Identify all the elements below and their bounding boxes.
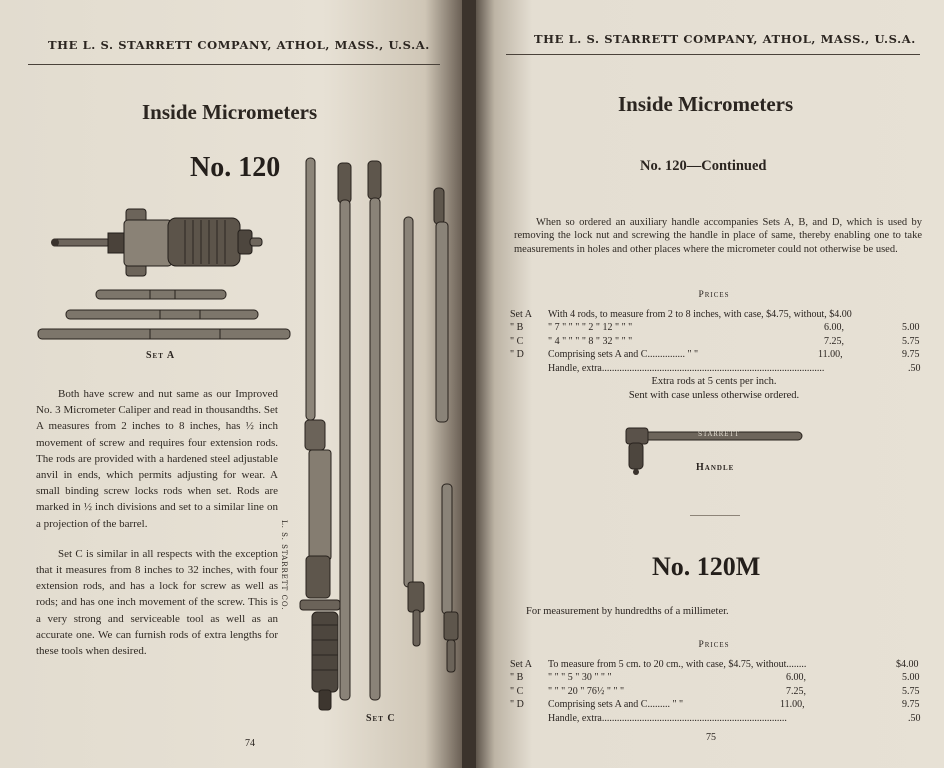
price-with: 11.00, [780,699,805,711]
price-row [510,658,922,671]
book-gutter [462,0,476,768]
description-text [36,386,278,659]
price-desc: " 4 " " " " 8 " 32 " " " [548,335,633,347]
price-row [510,712,922,725]
price-set: " B [510,322,524,334]
price-with: 7.25, [786,685,806,697]
price-desc: " 7 " " " " 2 " 12 " " " [548,322,633,334]
price-row [510,698,922,711]
prices-heading-m: Prices [698,640,730,650]
price-without: 9.75 [902,699,920,711]
price-desc: Comprising sets A and C............... " " [548,349,699,361]
price-set: " D [510,349,524,361]
price-desc: Comprising sets A and C......... " " [548,699,684,711]
price-with: 6.00, [824,322,844,334]
model-number-m: No. 120M [652,552,761,581]
price-without: 5.75 [902,685,920,697]
price-set: " D [510,699,524,711]
paragraph: When so ordered an auxiliary handle accompanies Sets A, B, and D, which is used by removing the lock nut and screwing the handle in place of same, thereby enabling one to take measurements in holes and other places where the micrometer could not otherwise be used. [514,217,922,255]
price-set: Set A [510,309,532,320]
price-desc: Handle, extra.......................................................................... [548,712,787,724]
caption-set-a: Set A [146,350,176,361]
price-without: .50 [908,362,921,374]
price-table-120m [510,658,922,725]
left-page [0,0,462,768]
section-divider [690,515,740,516]
page-title: Inside Micrometers [142,100,318,124]
running-head: THE L. S. STARRETT COMPANY, ATHOL, MASS., U.S.A. [534,32,916,46]
price-with: 7.25, [824,335,844,347]
price-desc: Handle, extra......................................................................................... [548,362,825,374]
prices-heading: Prices [698,290,730,300]
page-title: Inside Micrometers [618,92,794,116]
price-without: 9.75 [902,349,920,361]
m-intro: For measurement by hundredths of a millimeter. [526,606,729,617]
paragraph: Set C is similar in all respects with the exception that it measures from 8 inches to 32 inches, with four extension rods, and has a lock for screw as well as rods; and has one inch movement of the screw. This is a very strong and serviceable tool as well as an accurate one. We can furnish rods of extra lengths for these tools when desired. [36,547,278,658]
price-desc: " " " 20 " 76½ " " " [548,685,625,697]
paragraph: Both have screw and nut same as our Improved No. 3 Micrometer Caliper and read in thousandths. Set A measures from 2 inches to 8 inches, has ½ inch movement of screw and requires four extension rods. The rods are provided with a hardened steel adjustable anvil in ends, which permits adjusting for wear. A small binding screw locks rods when set. Rods are marked in ½ inch divisions and set to a similar line on a projection of the barrel. [36,388,278,530]
extra-rods-note: Extra rods at 5 cents per inch. [651,376,777,387]
price-set: " B [510,672,524,684]
case-note: Sent with case unless otherwise ordered. [628,390,800,401]
page-subtitle: No. 120—Continued [640,158,767,174]
price-without: $4.00 [896,659,919,670]
price-with: 11.00, [818,349,843,361]
caption-set-c: Set C [366,713,396,724]
price-without: 5.00 [902,672,920,684]
price-row [510,685,922,698]
caption-handle: Handle [696,462,735,473]
price-desc: To measure from 5 cm. to 20 cm., with case, $4.75, without........ [548,659,807,670]
price-without: .50 [908,712,921,724]
running-head: THE L. S. STARRETT COMPANY, ATHOL, MASS., U.S.A. [48,38,430,52]
price-set: Set A [510,659,532,670]
handle-brand: STARRETT [698,431,740,438]
price-without: 5.00 [902,322,920,334]
price-set: " C [510,685,524,697]
price-with: 6.00, [786,672,806,684]
price-desc: With 4 rods, to measure from 2 to 8 inches, with case, $4.75, without, $4.00 [548,309,852,320]
page-number: 74 [245,738,255,749]
price-set: " C [510,335,524,347]
page-number: 75 [706,732,716,743]
rod-marking: L. S. STARRETT CO. [280,520,288,611]
price-row [510,671,922,684]
right-page [476,0,944,768]
model-number: No. 120 [190,152,281,183]
handle-illustration [476,0,944,768]
price-desc: " " " 5 " 30 " " " [548,672,612,684]
price-without: 5.75 [902,335,920,347]
